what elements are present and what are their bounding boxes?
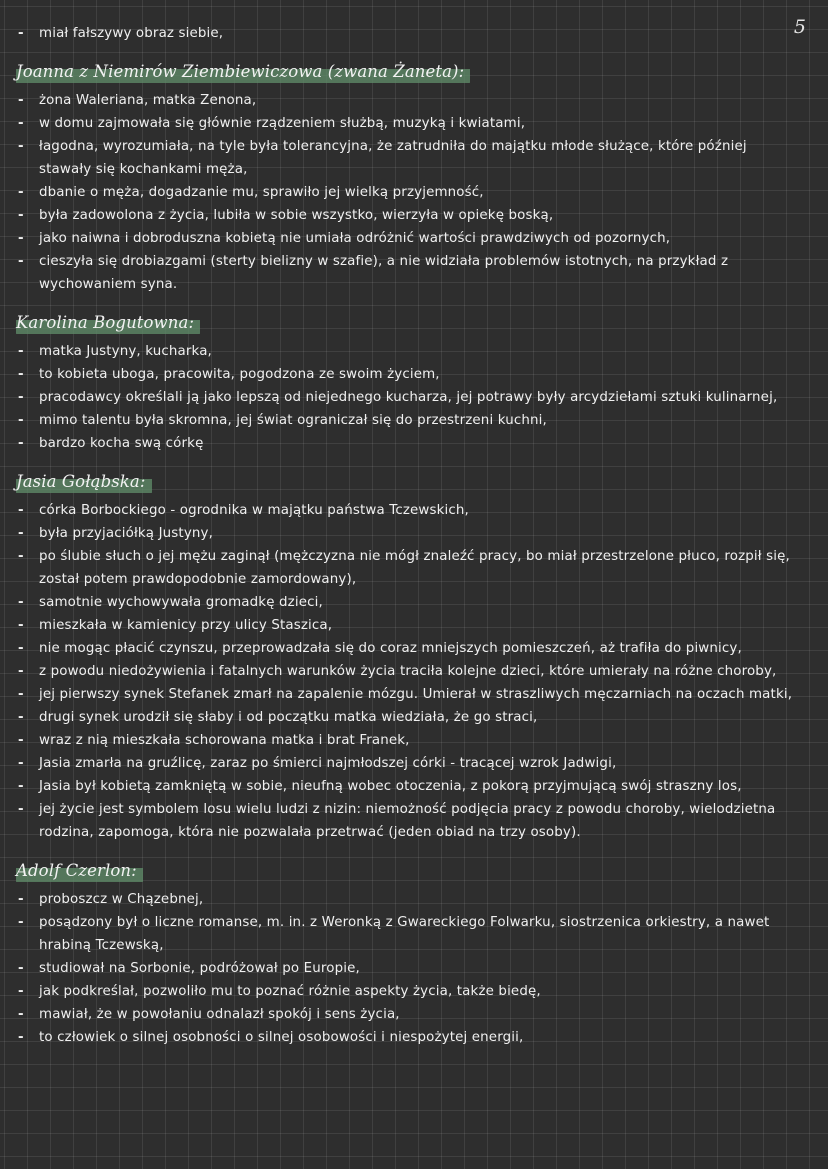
- list-item: - jej pierwszy synek Stefanek zmarł na zapalenie mózgu. Umierał w straszliwych męczarniach na oczach matki,: [16, 683, 796, 706]
- list-item: - to człowiek o silnej osobności o silnej osobowości i niespożytej energii,: [16, 1026, 796, 1049]
- list-item: - w domu zajmowała się głównie rządzeniem służbą, muzyką i kwiatami,: [16, 112, 796, 135]
- section-list: [16, 340, 796, 455]
- section-heading: Karolina Bogutowna:: [16, 310, 200, 336]
- list-item: - bardzo kocha swą córkę: [16, 432, 796, 455]
- section-heading: Joanna z Niemirów Ziembiewiczowa (zwana Żaneta):: [16, 59, 470, 85]
- list-item: - pracodawcy określali ją jako lepszą od niejednego kucharza, jej potrawy były arcydziełami sztuki kulinarnej,: [16, 386, 796, 409]
- notes-content: [16, 22, 796, 1049]
- list-item: - Jasia zmarła na gruźlicę, zaraz po śmierci najmłodszej córki - tracącej wzrok Jadwigi,: [16, 752, 796, 775]
- list-item: - jej życie jest symbolem losu wielu ludzi z nizin: niemożność podjęcia pracy z powodu choroby, wielodzietna rodzina, zapomoga, która nie pozwalała przetrwać (jeden obiad na trzy osoby).: [16, 798, 796, 844]
- list-item: - jako naiwna i dobroduszna kobietą nie umiała odróżnić wartości prawdziwych od pozornych,: [16, 227, 796, 250]
- page-number: 5: [793, 16, 806, 38]
- section-heading: Adolf Czerlon:: [16, 858, 143, 884]
- list-item: - z powodu niedożywienia i fatalnych warunków życia traciła kolejne dzieci, które umierały na różne choroby,: [16, 660, 796, 683]
- list-item: - proboszcz w Chązebnej,: [16, 888, 796, 911]
- section-list: [16, 89, 796, 296]
- section-heading: Jasia Gołąbska:: [16, 469, 152, 495]
- list-item: - po ślubie słuch o jej mężu zaginął (mężczyzna nie mógł znaleźć pracy, bo miał przestrzelone płuco, rozpił się, został potem prawdopodobnie zamordowany),: [16, 545, 796, 591]
- list-item: - łagodna, wyrozumiała, na tyle była tolerancyjna, że zatrudniła do majątku młode służące, które później stawały się kochankami męża,: [16, 135, 796, 181]
- list-item: - samotnie wychowywała gromadkę dzieci,: [16, 591, 796, 614]
- section-joanna: [16, 59, 796, 296]
- list-item: - matka Justyny, kucharka,: [16, 340, 796, 363]
- list-item: - żona Waleriana, matka Zenona,: [16, 89, 796, 112]
- list-item: - nie mogąc płacić czynszu, przeprowadzała się do coraz mniejszych pomieszczeń, aż trafiła do piwnicy,: [16, 637, 796, 660]
- list-item: - córka Borbockiego - ogrodnika w majątku państwa Tczewskich,: [16, 499, 796, 522]
- list-item: - mimo talentu była skromna, jej świat ograniczał się do przestrzeni kuchni,: [16, 409, 796, 432]
- section-list: [16, 888, 796, 1049]
- section-list: [16, 499, 796, 844]
- list-item: - była przyjaciółką Justyny,: [16, 522, 796, 545]
- intro-list: [16, 22, 796, 45]
- list-item: - miał fałszywy obraz siebie,: [16, 22, 796, 45]
- list-item: - posądzony był o liczne romanse, m. in. z Weronką z Gwareckiego Folwarku, siostrzenica orkiestry, a nawet hrabiną Tczewską,: [16, 911, 796, 957]
- list-item: - jak podkreślał, pozwoliło mu to poznać różnie aspekty życia, także biedę,: [16, 980, 796, 1003]
- section-karolina: [16, 310, 796, 455]
- list-item: - Jasia był kobietą zamkniętą w sobie, nieufną wobec otoczenia, z pokorą przyjmującą swój straszny los,: [16, 775, 796, 798]
- section-adolf: [16, 858, 796, 1049]
- list-item: - mieszkała w kamienicy przy ulicy Staszica,: [16, 614, 796, 637]
- list-item: - to kobieta uboga, pracowita, pogodzona ze swoim życiem,: [16, 363, 796, 386]
- section-jasia: [16, 469, 796, 844]
- list-item: - drugi synek urodził się słaby i od początku matka wiedziała, że go straci,: [16, 706, 796, 729]
- list-item: - cieszyła się drobiazgami (sterty bielizny w szafie), a nie widziała problemów istotnych, na przykład z wychowaniem syna.: [16, 250, 796, 296]
- list-item: - mawiał, że w powołaniu odnalazł spokój i sens życia,: [16, 1003, 796, 1026]
- list-item: - studiował na Sorbonie, podróżował po Europie,: [16, 957, 796, 980]
- list-item: - dbanie o męża, dogadzanie mu, sprawiło jej wielką przyjemność,: [16, 181, 796, 204]
- list-item: - była zadowolona z życia, lubiła w sobie wszystko, wierzyła w opiekę boską,: [16, 204, 796, 227]
- list-item: - wraz z nią mieszkała schorowana matka i brat Franek,: [16, 729, 796, 752]
